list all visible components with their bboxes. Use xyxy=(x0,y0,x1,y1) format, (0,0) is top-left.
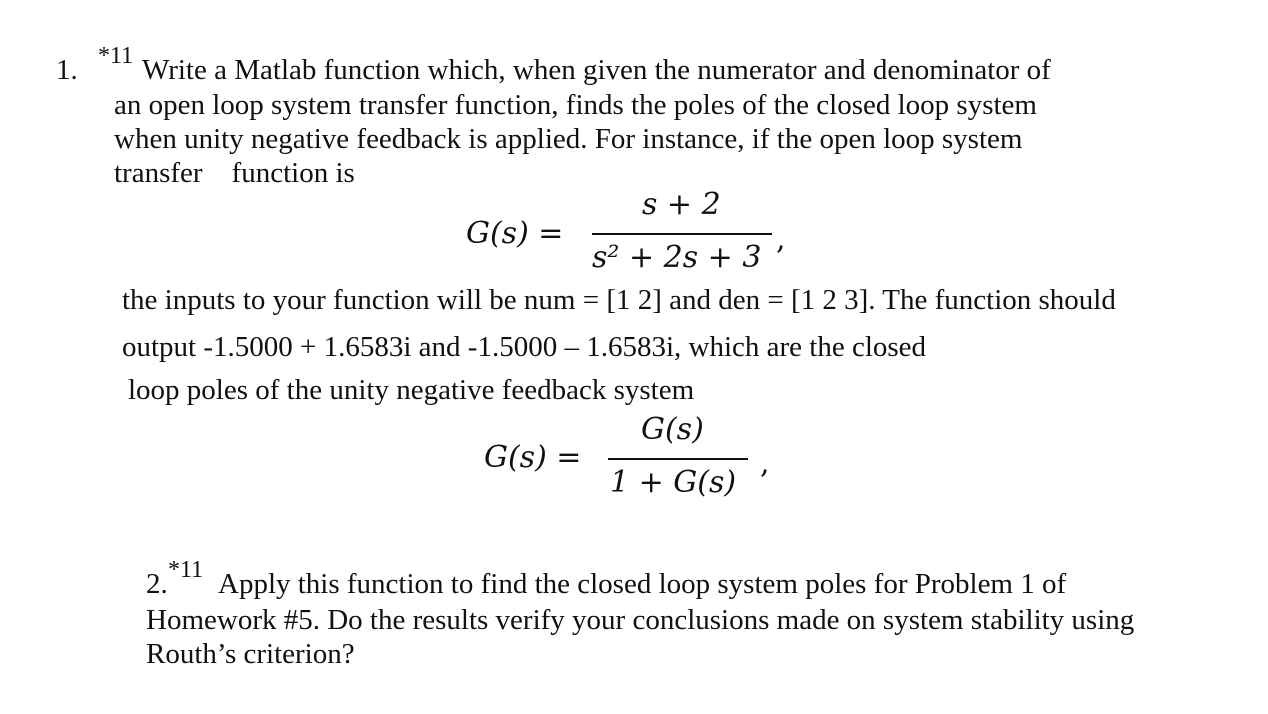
problem-1-line-3: when unity negative feedback is applied. For instance, if the open loop system xyxy=(114,123,1023,155)
problem-1-line-4: transfer function is xyxy=(114,157,355,189)
problem-2-line-1: Apply this function to find the closed loop system poles for Problem 1 of xyxy=(218,568,1067,600)
equation-1-fraction-bar xyxy=(592,233,772,235)
problem-1-marker: *11 xyxy=(98,43,134,69)
problem-2-line-3: Routh’s criterion? xyxy=(146,638,355,670)
problem-1-number: 1. xyxy=(56,54,78,86)
problem-2-line-2: Homework #5. Do the results verify your conclusions made on system stability using xyxy=(146,604,1135,636)
problem-1-after-line-1: the inputs to your function will be num = [1 2] and den = [1 2 3]. The function should xyxy=(122,284,1116,316)
equation-2-comma: , xyxy=(760,446,770,481)
equation-1-denominator: s² + 2s + 3 xyxy=(592,240,762,275)
problem-1-after-line-3: loop poles of the unity negative feedback system xyxy=(128,374,695,406)
equation-1-lhs: G(s) = xyxy=(466,216,564,251)
problem-1-line-1: Write a Matlab function which, when given the numerator and denominator of xyxy=(142,54,1051,86)
problem-2-number: 2. xyxy=(146,568,168,600)
problem-2-marker: *11 xyxy=(168,557,204,583)
equation-2-fraction-bar xyxy=(608,458,748,460)
equation-1-numerator: s + 2 xyxy=(642,187,721,222)
equation-2-numerator: G(s) xyxy=(641,412,704,447)
problem-1-after-line-2: output -1.5000 + 1.6583i and -1.5000 – 1.6583i, which are the closed xyxy=(122,331,927,363)
problem-1-line-2: an open loop system transfer function, finds the poles of the closed loop system xyxy=(114,89,1037,121)
equation-1-comma: , xyxy=(776,222,786,257)
equation-2-lhs: G(s) = xyxy=(484,440,582,475)
equation-2-denominator: 1 + G(s) xyxy=(610,465,737,500)
